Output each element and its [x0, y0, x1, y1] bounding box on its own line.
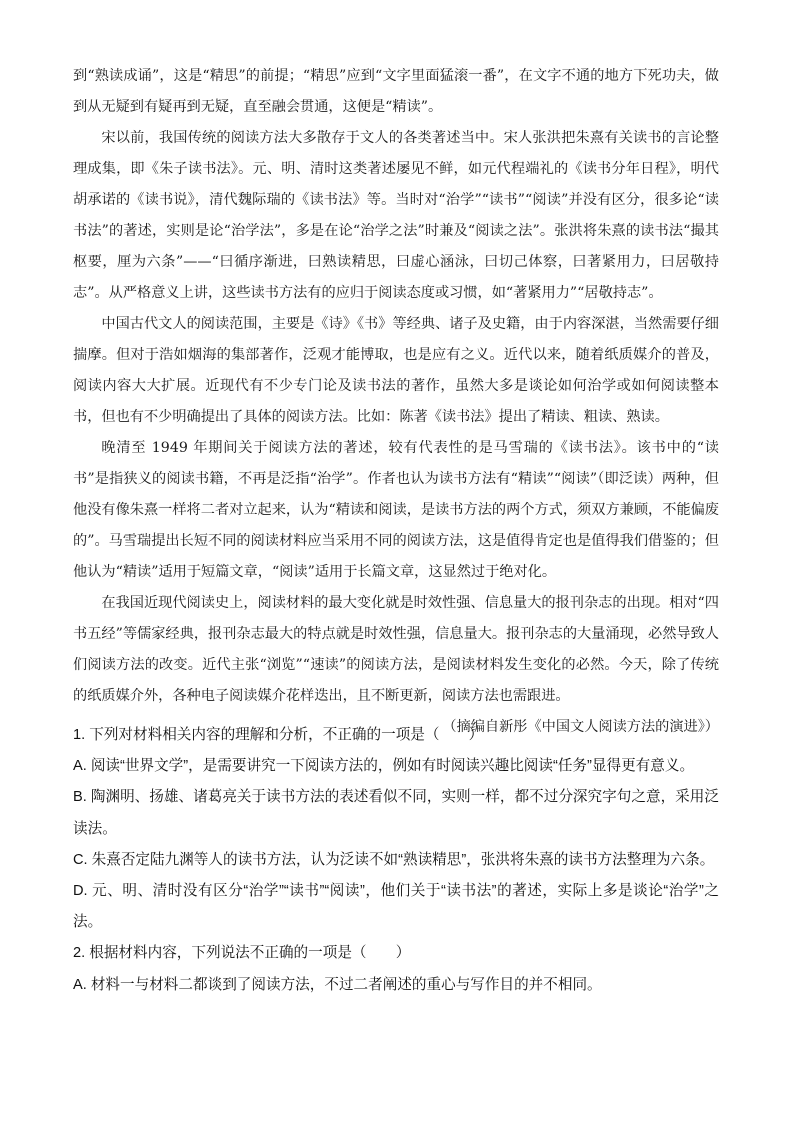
question-1-option-a[interactable]: A. 阅读“世界文学”，是需要讲究一下阅读方法的，例如有时阅读兴趣比阅读“任务”显得更有意义。 [73, 758, 695, 775]
question-1-option-d[interactable]: D. 元、明、清时没有区分“治学”“读书”“阅读”，他们关于“读书法”的著述，实际上多是谈论“治学”之法。 [73, 883, 719, 931]
question-1-option-c[interactable]: C. 朱熹否定陆九渊等人的读书方法，认为泛读不如“熟读精思”，张洪将朱熹的读书方法整理为六条。 [73, 851, 715, 868]
passage-paragraph-song-dynasty: 宋以前，我国传统的阅读方法大多散存于文人的各类著述当中。宋人张洪把朱熹有关读书的言论整理成集，即《朱子读书法》。元、明、清时这类著述屡见不鲜，如元代程端礼的《读书分年日程》，明代胡承诺的《读书说》，清代魏际瑞的《读书法》等。当时对“治学”“读书”“阅读”并没有区分，很多论“读书法”的著述，实则是论“治学法”，多是在论“治学之法”时兼及“阅读之法”。张洪将朱熹的读书法“撮其枢要，厘为六条”——“曰循序渐进，曰熟读精思，曰虚心涵泳，曰切己体察，曰著紧用力，曰居敬持志”。从严格意义上讲，这些读书方法有的应归于阅读态度或习惯，如“著紧用力”“居敬持志”。 [73, 130, 719, 301]
question-section [73, 720, 719, 1001]
passage-source-citation: （摘编自新彤《中国文人阅读方法的演进》） [442, 719, 719, 735]
passage-paragraph-modern-history: 在我国近现代阅读史上，阅读材料的最大变化就是时效性强、信息量大的报刊杂志的出现。相对“四书五经”等儒家经典，报刊杂志最大的特点就是时效性强，信息量大。报刊杂志的大量涌现，必然导致人们阅读方法的改变。近代主张“浏览”“速读”的阅读方法，是阅读材料发生变化的必然。今天，除了传统的纸质媒介外，各种电子阅读媒介花样迭出，且不断更新，阅读方法也需跟进。 [73, 595, 719, 704]
passage-paragraph-reading-scope: 中国古代文人的阅读范围，主要是《诗》《书》等经典、诸子及史籍，由于内容深湛，当然需要仔细揣摩。但对于浩如烟海的集部著作，泛观才能博取，也是应有之义。近代以来，随着纸质媒介的普及，阅读内容大大扩展。近现代有不少专门论及读书法的著作，虽然大多是谈论如何治学或如何阅读整本书，但也有不少明确提出了具体的阅读方法。比如：陈著《读书法》提出了精读、粗读、熟读。 [73, 316, 719, 425]
question-1-option-b[interactable]: B. 陶渊明、扬雄、诸葛亮关于读书方法的表述看似不同，实则一样，都不过分深究字句之意，采用泛读法。 [73, 789, 719, 837]
question-2-option-a[interactable]: A. 材料一与材料二都谈到了阅读方法，不过二者阐述的重心与写作目的并不相同。 [73, 976, 602, 993]
reading-passage [73, 61, 719, 743]
passage-paragraph-late-qing: 晚清至 1949 年期间关于阅读方法的著述，较有代表性的是马雪瑞的《读书法》。该书中的“读书”是指狭义的阅读书籍，不再是泛指“治学”。作者也认为读书方法有“精读”“阅读”（即泛读）两种，但他没有像朱熹一样将二者对立起来，认为“精读和阅读，是读书方法的两个方式，须双方兼顾，不能偏废的”。马雪瑞提出长短不同的阅读材料应当采用不同的阅读方法，这是值得肯定也是值得我们借鉴的；但他认为“精读”适用于短篇文章，“阅读”适用于长篇文章，这显然过于绝对化。 [73, 440, 719, 580]
question-2-stem: 2. 根据材料内容，下列说法不正确的一项是（ ） [73, 945, 411, 962]
question-1-stem: 1. 下列对材料相关内容的理解和分析，不正确的一项是（ ） [73, 727, 484, 743]
passage-paragraph-continued: 到“熟读成诵”，这是“精思”的前提；“精思”应到“文字里面猛滚一番”，在文字不通的地方下死功夫，做到从无疑到有疑再到无疑，直至融会贯通，这便是“精读”。 [73, 68, 719, 115]
